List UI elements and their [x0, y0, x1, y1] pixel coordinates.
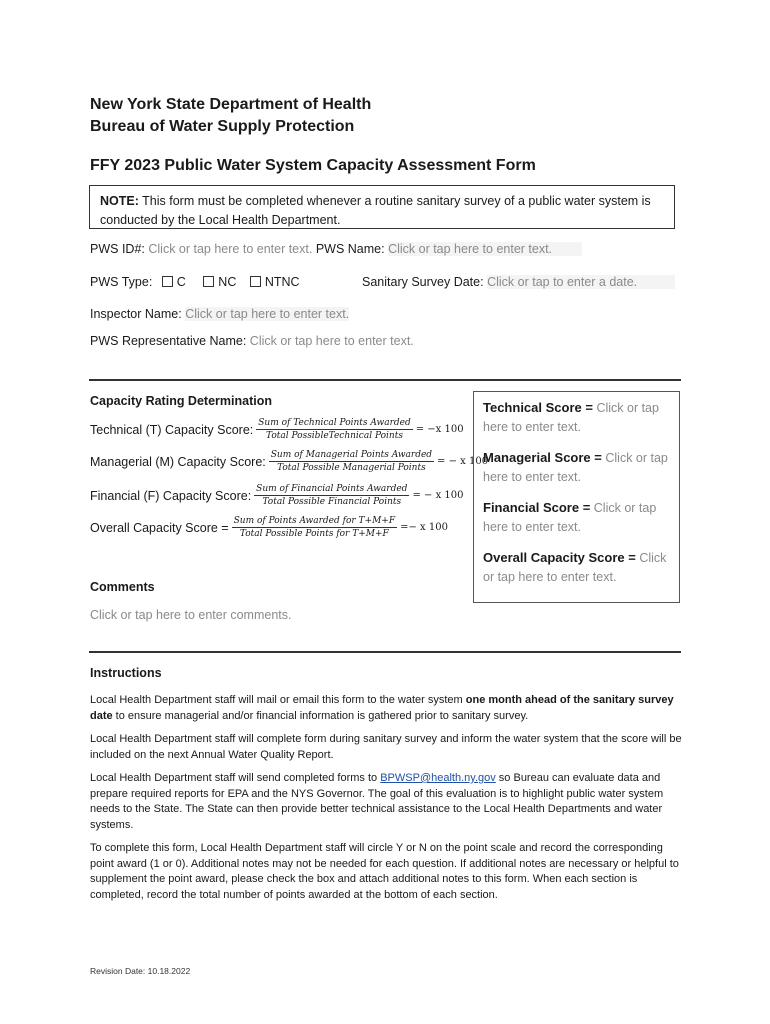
technical-formula — [90, 418, 464, 441]
note-text: This form must be completed whenever a routine sanitary survey of a public water system is conducted by the Local Health Department. — [100, 194, 651, 227]
instruction-p3-start: Local Health Department staff will send completed forms to — [90, 772, 381, 784]
financial-formula-label: Financial (F) Capacity Score: — [90, 488, 252, 503]
capacity-heading: Capacity Rating Determination — [90, 394, 272, 408]
managerial-score-label: Managerial Score = — [483, 450, 602, 465]
overall-formula-label: Overall Capacity Score = — [90, 520, 229, 535]
department-title: New York State Department of Health — [90, 96, 372, 113]
revision-date: Revision Date: 10.18.2022 — [90, 966, 191, 976]
pws-id-label: PWS ID#: — [90, 242, 145, 256]
comments-heading: Comments — [90, 580, 155, 594]
instruction-paragraph: To complete this form, Local Health Department staff will circle Y or N on the point scale and record the corresponding point award (1 or 0). Additional notes may not be needed for each question. If additional notes are necessary or helpful to supplement the point award, please check the box and attach additional notes to this form. When each section is completed, record the total number of points awarded at the bottom of each section. — [90, 842, 679, 901]
instructions-heading: Instructions — [90, 666, 162, 680]
financial-score — [483, 498, 670, 537]
managerial-multiplier: = − x 100 — [437, 456, 489, 467]
section-divider-top — [89, 379, 681, 381]
type-c-checkbox[interactable] — [162, 276, 173, 287]
financial-fraction — [254, 484, 409, 507]
overall-score-field[interactable]: Click or tap here to enter text. — [483, 551, 667, 584]
note-box — [89, 185, 675, 229]
technical-score-field[interactable]: Click or tap here to enter text. — [483, 401, 659, 434]
inspector-row — [90, 307, 349, 321]
type-ntnc-checkbox[interactable] — [250, 276, 261, 287]
bureau-email-link[interactable]: BPWSP@health.ny.gov — [380, 772, 496, 784]
type-ntnc-label: NTNC — [264, 275, 300, 289]
pws-id-field[interactable]: Click or tap here to enter text. — [148, 242, 313, 256]
technical-fraction — [256, 418, 412, 441]
overall-score — [483, 548, 670, 587]
survey-date-row — [362, 275, 675, 289]
instruction-p1-end: to ensure managerial and/or financial information is gathered prior to sanitary survey. — [112, 709, 529, 722]
representative-row — [90, 334, 414, 348]
inspector-field[interactable]: Click or tap here to enter text. — [185, 307, 350, 321]
instructions-body — [90, 693, 682, 911]
technical-score-label: Technical Score = — [483, 400, 593, 415]
representative-field[interactable]: Click or tap here to enter text. — [249, 334, 414, 348]
overall-fraction — [232, 516, 397, 539]
overall-denominator: Total Possible Points for T+M+F — [239, 529, 389, 539]
financial-multiplier: = − x 100 — [412, 490, 464, 501]
instruction-paragraph — [90, 771, 682, 833]
survey-date-label: Sanitary Survey Date: — [362, 275, 484, 289]
pws-name-label: PWS Name: — [315, 242, 385, 256]
technical-formula-label: Technical (T) Capacity Score: — [90, 422, 254, 437]
managerial-fraction — [269, 450, 434, 473]
comments-field[interactable]: Click or tap here to enter comments. — [90, 608, 292, 622]
instruction-p1-start: Local Health Department staff will mail or email this form to the water system — [90, 694, 466, 706]
inspector-label: Inspector Name: — [90, 307, 182, 321]
financial-score-label: Financial Score = — [483, 500, 591, 515]
financial-numerator: Sum of Financial Points Awarded — [256, 484, 408, 494]
managerial-numerator: Sum of Managerial Points Awarded — [270, 450, 433, 460]
managerial-formula-label: Managerial (M) Capacity Score: — [90, 454, 266, 469]
technical-score — [483, 398, 670, 437]
pws-type-row — [90, 275, 300, 289]
score-summary-box — [473, 391, 680, 603]
overall-multiplier: =− x 100 — [400, 522, 448, 533]
managerial-denominator: Total Possible Managerial Points — [277, 463, 426, 473]
survey-date-field[interactable]: Click or tap to enter a date. — [487, 275, 675, 289]
financial-denominator: Total Possible Financial Points — [262, 497, 402, 507]
instruction-p1-emphasis: one month ahead of the sanitary survey date — [90, 694, 674, 722]
representative-label: PWS Representative Name: — [90, 334, 247, 348]
overall-score-label: Overall Capacity Score = — [483, 550, 636, 565]
technical-numerator: Sum of Technical Points Awarded — [258, 418, 411, 428]
type-nc-label: NC — [218, 275, 237, 289]
technical-multiplier: = −x 100 — [415, 424, 464, 435]
managerial-score-field[interactable]: Click or tap here to enter text. — [483, 451, 668, 484]
pws-id-row — [90, 242, 582, 256]
type-c-label: C — [176, 275, 186, 289]
managerial-score — [483, 448, 670, 487]
instruction-p3-end: so Bureau can evaluate data and prepare required reports for EPA and the NYS Governor. The goal of this evaluation is to highlight public water system needs to the State. The State can then provide better technical assistance to the Local Health Departments and water systems. — [90, 772, 664, 831]
overall-numerator: Sum of Points Awarded for T+M+F — [233, 516, 396, 526]
technical-denominator: Total PossibleTechnical Points — [266, 431, 403, 441]
section-divider-bottom — [89, 651, 681, 653]
pws-type-label: PWS Type: — [90, 275, 153, 289]
form-title: FFY 2023 Public Water System Capacity Assessment Form — [90, 157, 536, 174]
managerial-formula — [90, 450, 488, 473]
instruction-paragraph: Local Health Department staff will complete form during sanitary survey and inform the water system that the score will be included on the next Annual Water Quality Report. — [90, 733, 682, 761]
bureau-title: Bureau of Water Supply Protection — [90, 118, 355, 135]
type-nc-checkbox[interactable] — [203, 276, 214, 287]
pws-name-field[interactable]: Click or tap here to enter text. — [388, 242, 582, 256]
overall-formula — [90, 516, 448, 539]
instruction-paragraph — [90, 693, 682, 724]
financial-formula — [90, 484, 463, 507]
financial-score-field[interactable]: Click or tap here to enter text. — [483, 501, 657, 534]
note-label: NOTE: — [100, 194, 139, 208]
